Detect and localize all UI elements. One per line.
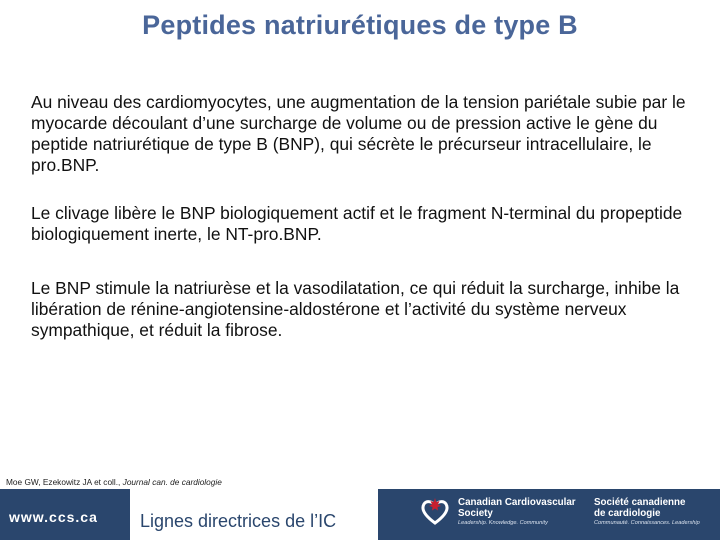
org-fr-tagline: Communauté. Connaissances. Leadership — [594, 520, 700, 526]
paragraph-2: Le clivage libère le BNP biologiquement actif et le fragment N-terminal du propeptide biologiquement inerte, le NT-pro.BNP. — [31, 203, 683, 244]
org-name-english — [458, 498, 576, 526]
ccs-logo — [410, 489, 720, 540]
org-en-line1: Canadian Cardiovascular — [458, 497, 576, 508]
citation-authors: Moe GW, Ezekowitz JA et coll., — [6, 477, 121, 487]
footer-center-panel — [130, 489, 378, 540]
org-name-french — [594, 498, 700, 526]
org-en-tagline: Leadership. Knowledge. Community — [458, 520, 548, 526]
citation-journal: Journal can. de cardiologie — [122, 477, 222, 487]
slide-body — [31, 92, 696, 341]
footer-guideline-title: Lignes directrices de l’IC — [140, 511, 337, 531]
org-fr-line1: Société canadienne — [594, 497, 686, 508]
heart-leaf-icon — [418, 494, 452, 533]
paragraph-1: Au niveau des cardiomyocytes, une augmentation de la tension pariétale subie par le myocarde découlant d’une surcharge de volume ou de pression active le gène du peptide natriurétique de type B (BNP), qui sécrète le précurseur intracellulaire, le pro.BNP. — [31, 92, 686, 175]
footer-url-link[interactable]: www.ccs.ca — [9, 509, 98, 525]
slide-title: Peptides natriurétiques de type B — [142, 10, 578, 40]
citation — [6, 477, 222, 487]
org-fr-line2: de cardiologie — [594, 507, 661, 519]
footer-bar — [0, 489, 720, 540]
org-en-line2: Society — [458, 507, 493, 519]
paragraph-3: Le BNP stimule la natriurèse et la vasodilatation, ce qui réduit la surcharge, inhibe la libération de rénine-angiotensine-aldostérone et l’activité du système nerveux sympathique, et réduit la fibrose. — [31, 278, 680, 340]
